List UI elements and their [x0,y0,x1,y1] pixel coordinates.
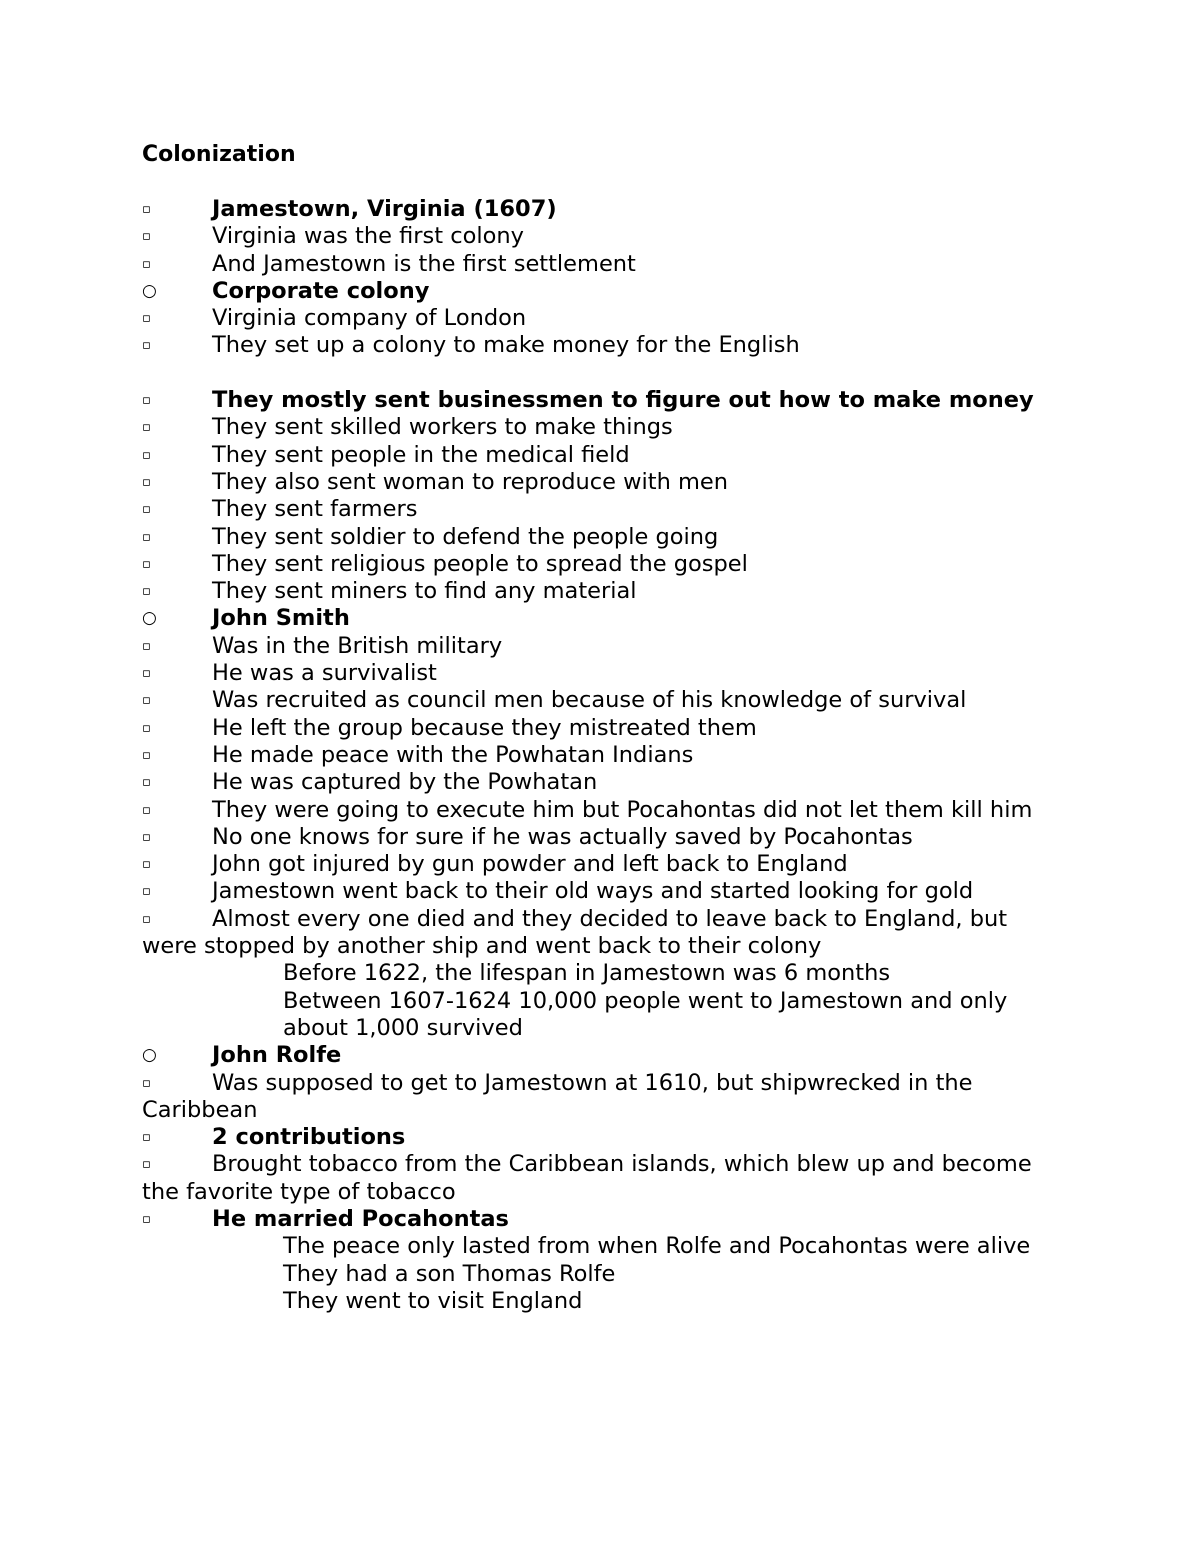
list-item [142,1070,1062,1125]
list-heading [142,605,1062,632]
square-bullet-icon: ▫ [142,447,151,463]
list-item-text: They mostly sent businessmen to figure out how to make money [212,387,1034,414]
square-bullet-icon: ▫ [142,556,151,572]
list-item [142,524,1062,551]
sub-list-item [142,988,1062,1043]
square-bullet-icon: ▫ [142,666,151,682]
square-bullet-icon: ▫ [142,747,151,763]
list-item-text: They sent miners to find any material [212,578,637,605]
list-item-text: They sent soldier to defend the people going [212,523,719,550]
list-item-text: He left the group because they mistreated them [212,714,757,741]
list-item-text: He married Pocahontas [212,1205,509,1232]
list-item-text: They also sent woman to reproduce with men [212,468,729,495]
list-item [142,496,1062,523]
list-item-text: John Rolfe [212,1042,342,1069]
square-bullet-icon: ▫ [142,1130,151,1146]
list-item [142,1151,1062,1206]
square-bullet-icon: ▫ [142,584,151,600]
square-bullet-icon: ▫ [142,1075,151,1091]
list-item-text: And Jamestown is the first settlement [212,250,636,277]
list-item-text: Almost every one died and they decided to leave back to England, but were stopped by another ship and went back to their colony [142,905,1008,960]
square-bullet-icon: ▫ [142,502,151,518]
list-item-text: They sent farmers [212,496,418,523]
square-bullet-icon: ▫ [142,1211,151,1227]
square-bullet-icon: ▫ [142,802,151,818]
list-item-text: They sent people in the medical field [212,441,630,468]
list-item [142,906,1062,961]
list-item-text: Was supposed to get to Jamestown at 1610, but shipwrecked in the Caribbean [142,1069,973,1123]
list-item-text: John got injured by gun powder and left back to England [212,851,848,878]
list-item [142,715,1062,742]
sub-list-item [142,1233,1062,1260]
list-heading [142,1042,1062,1069]
square-bullet-icon: ▫ [142,884,151,900]
square-bullet-icon: ▫ [142,720,151,736]
list-item-text: Jamestown, Virginia (1607) [212,196,557,222]
list-item-text: He was captured by the Powhatan [212,769,598,796]
list-item-text: He was a survivalist [212,660,437,687]
square-bullet-icon: ▫ [142,256,151,272]
sub-list-item-text: They went to visit England [283,1287,583,1314]
square-bullet-icon: ▫ [142,857,151,873]
circle-bullet-icon: ○ [142,1045,157,1066]
document-title: Colonization [142,142,296,167]
circle-bullet-icon: ○ [142,608,157,629]
list-item [142,687,1062,714]
list-item [142,442,1062,469]
sub-list-item-text: Before 1622, the lifespan in Jamestown was 6 months [283,960,891,987]
square-bullet-icon: ▫ [142,420,151,436]
sub-list-item-text: Between 1607-1624 10,000 people went to Jamestown and only about 1,000 survived [283,987,1008,1041]
list-item-text: Was recruited as council men because of his knowledge of survival [212,687,967,714]
list-heading [142,196,1062,223]
sub-list-item [142,960,1062,987]
list-item-text: Virginia was the first colony [212,223,524,250]
list-item-text: Corporate colony [212,277,430,304]
list-item-text: They were going to execute him but Pocahontas did not let them kill him [212,796,1033,823]
list-item-text: Was in the British military [212,632,503,659]
list-item [142,824,1062,851]
list-item [142,251,1062,278]
square-bullet-icon: ▫ [142,829,151,845]
list-item [142,878,1062,905]
list-item [142,305,1062,332]
list-item [142,332,1062,359]
document-page [142,140,1062,1315]
circle-bullet-icon: ○ [142,280,157,301]
square-bullet-icon: ▫ [142,693,151,709]
blank-line [142,360,1062,387]
square-bullet-icon: ▫ [142,393,151,409]
list-heading [142,387,1062,414]
square-bullet-icon: ▫ [142,338,151,354]
square-bullet-icon: ▫ [142,474,151,490]
sub-list-item [142,1261,1062,1288]
list-item-text: John Smith [212,605,350,632]
list-item [142,633,1062,660]
list-item [142,742,1062,769]
list-item [142,851,1062,878]
list-item-text: Virginia company of London [212,305,527,332]
list-item-text: They set up a colony to make money for the English [212,332,800,359]
list-item-text: They sent religious people to spread the gospel [212,550,748,577]
list-item [142,414,1062,441]
list-item-text: No one knows for sure if he was actually saved by Pocahontas [212,823,913,850]
square-bullet-icon: ▫ [142,911,151,927]
square-bullet-icon: ▫ [142,229,151,245]
list-item [142,551,1062,578]
list-item [142,223,1062,250]
list-item-text: 2 contributions [212,1124,406,1151]
square-bullet-icon: ▫ [142,638,151,654]
list-item-text: He made peace with the Powhatan Indians [212,741,694,768]
list-item [142,797,1062,824]
list-item [142,769,1062,796]
list-item [142,578,1062,605]
list-item-text: Brought tobacco from the Caribbean islands, which blew up and become the favorite type of tobacco [142,1151,1032,1205]
square-bullet-icon: ▫ [142,529,151,545]
square-bullet-icon: ▫ [142,311,151,327]
list-heading [142,1124,1062,1151]
notes-list [142,196,1062,1315]
square-bullet-icon: ▫ [142,775,151,791]
list-item-text: They sent skilled workers to make things [212,414,673,441]
square-bullet-icon: ▫ [142,1157,151,1173]
sub-list-item-text: The peace only lasted from when Rolfe and Pocahontas were alive [283,1233,1031,1260]
list-heading [142,278,1062,305]
square-bullet-icon: ▫ [142,202,151,217]
list-item [142,469,1062,496]
list-item [142,660,1062,687]
sub-list-item-text: They had a son Thomas Rolfe [283,1260,616,1287]
list-heading [142,1206,1062,1233]
sub-list-item [142,1288,1062,1315]
list-item-text: Jamestown went back to their old ways and started looking for gold [212,878,974,905]
